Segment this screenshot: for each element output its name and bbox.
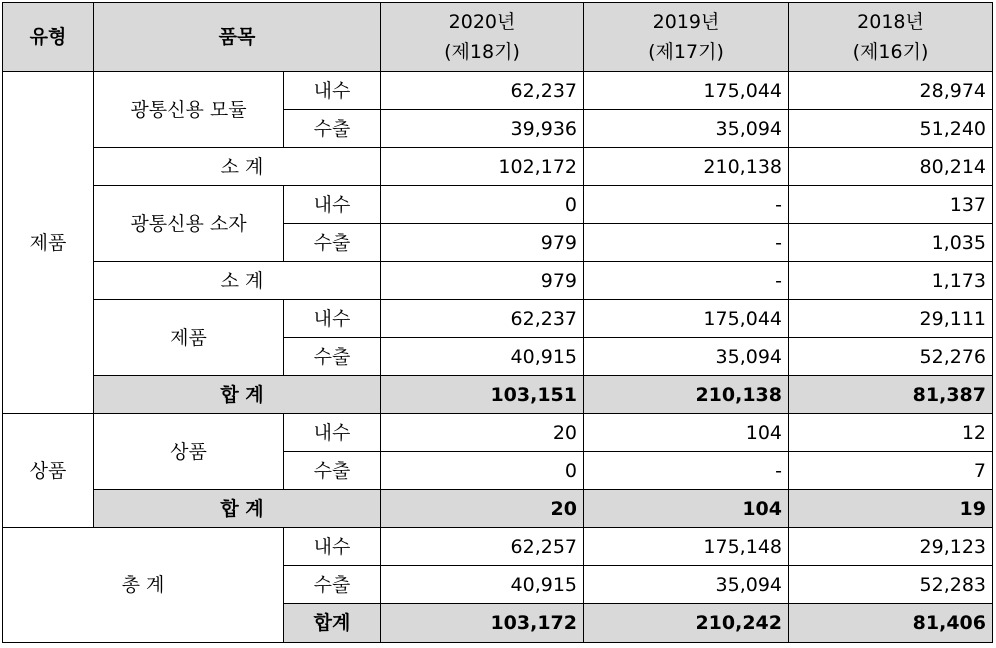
- value-cell: 104: [584, 490, 789, 528]
- item-product: 제품: [94, 300, 284, 376]
- item-module: 광통신용 모듈: [94, 72, 284, 148]
- value-cell: 40,915: [381, 338, 584, 376]
- label-export: 수출: [284, 338, 381, 376]
- header-year-2018: 2018년 (제16기): [789, 3, 993, 72]
- label-export: 수출: [284, 452, 381, 490]
- value-cell: 0: [381, 186, 584, 224]
- value-cell: -: [584, 452, 789, 490]
- value-cell: 210,138: [584, 376, 789, 414]
- value-cell: 29,123: [789, 528, 993, 566]
- label-export: 수출: [284, 110, 381, 148]
- label-export: 수출: [284, 566, 381, 604]
- label-total: 합 계: [94, 376, 381, 414]
- value-cell: 35,094: [584, 110, 789, 148]
- value-cell: 210,242: [584, 604, 789, 643]
- value-cell: 175,044: [584, 300, 789, 338]
- value-cell: 0: [381, 452, 584, 490]
- value-cell: 39,936: [381, 110, 584, 148]
- value-cell: 28,974: [789, 72, 993, 110]
- table-row: [3, 414, 993, 452]
- value-cell: 80,214: [789, 148, 993, 186]
- value-cell: 51,240: [789, 110, 993, 148]
- label-subtotal: 소 계: [94, 148, 381, 186]
- value-cell: 1,035: [789, 224, 993, 262]
- value-cell: 103,172: [381, 604, 584, 643]
- item-goods: 상품: [94, 414, 284, 490]
- value-cell: 52,283: [789, 566, 993, 604]
- value-cell: 19: [789, 490, 993, 528]
- table-row: [3, 528, 993, 566]
- value-cell: 175,148: [584, 528, 789, 566]
- value-cell: 1,173: [789, 262, 993, 300]
- value-cell: 62,237: [381, 72, 584, 110]
- value-cell: -: [584, 224, 789, 262]
- value-cell: 210,138: [584, 148, 789, 186]
- value-cell: 137: [789, 186, 993, 224]
- total-row: [3, 490, 993, 528]
- label-subtotal: 소 계: [94, 262, 381, 300]
- table-row: [3, 186, 993, 224]
- value-cell: 175,044: [584, 72, 789, 110]
- label-domestic: 내수: [284, 528, 381, 566]
- value-cell: 12: [789, 414, 993, 452]
- header-year-2020: 2020년 (제18기): [381, 3, 584, 72]
- value-cell: 104: [584, 414, 789, 452]
- label-domestic: 내수: [284, 300, 381, 338]
- label-domestic: 내수: [284, 186, 381, 224]
- value-cell: 81,406: [789, 604, 993, 643]
- label-export: 수출: [284, 224, 381, 262]
- label-total: 합 계: [94, 490, 381, 528]
- value-cell: -: [584, 186, 789, 224]
- sales-table: [2, 2, 993, 643]
- label-domestic: 내수: [284, 72, 381, 110]
- value-cell: -: [584, 262, 789, 300]
- type-goods: 상품: [3, 414, 94, 528]
- item-device: 광통신용 소자: [94, 186, 284, 262]
- value-cell: 62,237: [381, 300, 584, 338]
- table-row: [3, 300, 993, 338]
- value-cell: 81,387: [789, 376, 993, 414]
- value-cell: 103,151: [381, 376, 584, 414]
- header-item: 품목: [94, 3, 381, 72]
- value-cell: 20: [381, 490, 584, 528]
- value-cell: 7: [789, 452, 993, 490]
- label-domestic: 내수: [284, 414, 381, 452]
- value-cell: 40,915: [381, 566, 584, 604]
- table-row: [3, 72, 993, 110]
- type-products: 제품: [3, 72, 94, 414]
- value-cell: 102,172: [381, 148, 584, 186]
- subtotal-row: [3, 148, 993, 186]
- header-row: [3, 3, 993, 72]
- value-cell: 52,276: [789, 338, 993, 376]
- sales-table-container: [2, 2, 993, 643]
- header-year-2019: 2019년 (제17기): [584, 3, 789, 72]
- total-row: [3, 376, 993, 414]
- label-total-compact: 합계: [284, 604, 381, 643]
- value-cell: 979: [381, 262, 584, 300]
- value-cell: 979: [381, 224, 584, 262]
- header-type: 유형: [3, 3, 94, 72]
- value-cell: 29,111: [789, 300, 993, 338]
- value-cell: 35,094: [584, 338, 789, 376]
- grand-total-label: 총 계: [3, 528, 284, 643]
- value-cell: 35,094: [584, 566, 789, 604]
- value-cell: 20: [381, 414, 584, 452]
- subtotal-row: [3, 262, 993, 300]
- value-cell: 62,257: [381, 528, 584, 566]
